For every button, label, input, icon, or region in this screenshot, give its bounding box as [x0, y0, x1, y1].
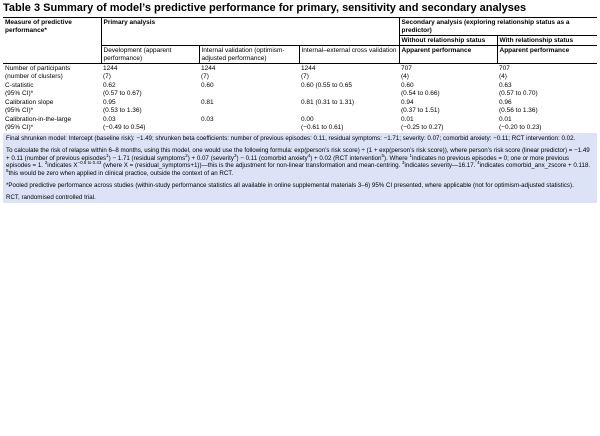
- cell-with-relationship: 0.96 (0.56 to 1.36): [499, 99, 538, 114]
- header-apparent-without: Apparent performance: [399, 46, 497, 64]
- header-row-1: [3, 18, 597, 36]
- table-container: [3, 2, 597, 203]
- cell-development: 1244 (7): [103, 65, 118, 80]
- header-ie-cross-validation: Internal–external cross validation: [299, 46, 399, 64]
- table-footnotes: [3, 133, 597, 203]
- cell-internal: 0.81: [201, 99, 214, 106]
- cell-internal: 1244 (7): [201, 65, 216, 80]
- cell-iecv: 0.00 (−0.61 to 0.61): [301, 116, 344, 131]
- table-row: [3, 98, 597, 115]
- header-development: Development (apparent performance): [101, 46, 199, 64]
- row-label: C-statistic (95% CI)*: [5, 82, 34, 97]
- header-secondary: Secondary analysis (exploring relationship status as a predictor): [399, 18, 597, 36]
- cell-iecv: 0.81 (0.31 to 1.31): [301, 99, 355, 106]
- table-row: [3, 115, 597, 132]
- header-internal-validation: Internal validation (optimism-adjusted performance): [199, 46, 299, 64]
- cell-internal: 0.60: [201, 82, 214, 89]
- cell-with-relationship: 707 (4): [499, 65, 510, 80]
- footnote-final-model: Final shrunken model: Intercept (baseline risk): −1.49; shrunken beta coefficients: number of previous episodes: 0.11, residual symptoms: −1.71; severity: 0.07; comorbid anxiety: −0.11; RCT intervention: 0.02.: [6, 135, 576, 142]
- cell-development: 0.95 (0.53 to 1.36): [103, 99, 142, 114]
- cell-iecv: 1244 (7): [301, 65, 316, 80]
- cell-with-relationship: 0.01 (−0.20 to 0.23): [499, 116, 542, 131]
- performance-table: [3, 17, 597, 132]
- row-label: Number of participants (number of clusters): [5, 65, 71, 80]
- cell-development: 0.03 (−0.49 to 0.54): [103, 116, 146, 131]
- row-label: Calibration-in-the-large (95% CI)*: [5, 116, 72, 131]
- header-without-relationship: Without relationship status: [399, 36, 497, 46]
- table-title: Table 3 Summary of model’s predictive performance for primary, sensitivity and secondary analyses: [3, 2, 527, 14]
- footnote-rct: RCT, randomised controlled trial.: [6, 193, 96, 201]
- cell-development: 0.62 (0.57 to 0.67): [103, 82, 142, 97]
- header-primary: Primary analysis: [101, 18, 399, 36]
- footnote-formula: To calculate the risk of relapse within 6–8 months, using this model, one would use the following formula: exp(person’s risk score) ÷ (1 + exp(person’s risk score)), where person’s risk score (linear predictor) = −1.49 + 0.11 (number of previous episodes$^1$) − 1.71 (residual symptoms$^2$) + 0.07 (severity$^3$) − 0.11 (comorbid anxiety$^4$) + 0.02 (RCT intervention$^5$). Where $^1$indicates no previous episodes = 0; one or more previous episodes = 1. $^2$indicates $X^{-0.5 to 0.43}$ (where X = (residual_symptoms+1))—this is the adjustment for non-linear transformation and mean-centring. $^3$indicates severity—16.17. $^4$indicates comorbid_anx_zscore + 0.118. $^5$this would be zero when applied in clinical practice, outside the context of an RCT.: [6, 146, 591, 178]
- header-with-relationship: With relationship status: [497, 36, 597, 46]
- cell-internal: 0.03: [201, 116, 214, 123]
- cell-without-relationship: 0.01 (−0.25 to 0.27): [401, 116, 444, 131]
- table-row: [3, 64, 597, 82]
- footnote-pooled: *Pooled predictive performance across studies (within-study performance statistics all available in online supplemental materials 3–6) 95% CI presented, where applicable (not for optimism-adjusted statistics).: [6, 181, 574, 189]
- cell-iecv: 0.60 (0.55 to 0.65: [301, 82, 352, 89]
- cell-without-relationship: 0.60 (0.54 to 0.66): [401, 82, 440, 97]
- cell-without-relationship: 707 (4): [401, 65, 412, 80]
- cell-with-relationship: 0.63 (0.57 to 0.70): [499, 82, 538, 97]
- row-label: Calibration slope (95% CI)*: [5, 99, 54, 114]
- cell-without-relationship: 0.94 (0.37 to 1.51): [401, 99, 440, 114]
- table-row: [3, 81, 597, 98]
- header-apparent-with: Apparent performance: [497, 46, 597, 64]
- header-measure: Measure of predictive performance*: [3, 18, 101, 64]
